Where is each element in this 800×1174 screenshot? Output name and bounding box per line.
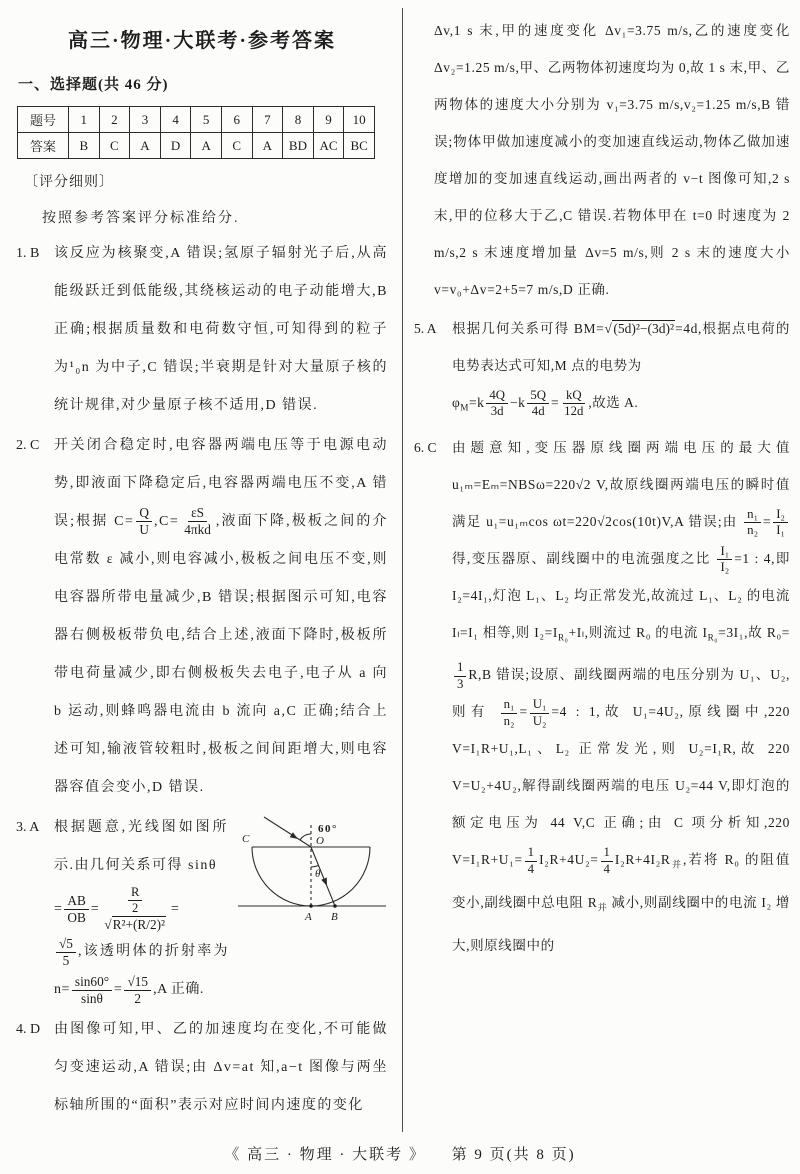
angle-60-label: 60°: [318, 823, 338, 835]
answer-cell: C: [221, 133, 252, 159]
table-row-answers: [18, 133, 375, 159]
qnum-header-cell: 题号: [18, 107, 69, 133]
qnum-cell: 8: [283, 107, 314, 133]
footer-book-title: 《 高三 · 物理 · 大联考 》: [224, 1147, 426, 1163]
explanation-item-5: [414, 310, 790, 427]
rubric-label: 〔评分细则〕: [24, 175, 114, 190]
item-number: 1. B: [16, 246, 40, 261]
item-text: 根据几何关系可得 BM=√(5d)²−(3d)²=4d,根据点电荷的电势表达式可知,M 点的电势为: [452, 321, 790, 373]
explanation-item-4: [16, 1011, 388, 1125]
qnum-cell: 2: [99, 107, 130, 133]
qnum-cell: 6: [221, 107, 252, 133]
item-4-continuation: Δv,1 s 末,甲的速度变化 Δv₁=3.75 m/s,乙的速度变化 Δv₂=1.25 m/s,甲、乙两物体初速度均为 0,故 1 s 末,甲、乙两物体的速度大小分别为 v₁=3.75 m/s,v₂=1.25 m/s,B 错误;物体甲做加速度减小的变加速直线运动,物体乙做加速度增加的变加速直线运动,画出两者的 v−t 图像可知,2 s 末,甲的位移大于乙,C 错误.若物体甲在 t=0 时速度为 2 m/s,2 s 末速度增加量 Δv=5 m/s,则 2 s 末的速度大小 v=v₀+Δv=2+5=7 m/s,D 正确.: [434, 23, 790, 297]
point-b-label: B: [331, 911, 340, 923]
right-column: [414, 0, 790, 1132]
item-number: 3. A: [16, 820, 40, 835]
point-c-label: C: [242, 833, 251, 845]
rubric-note: 按照参考答案评分标准给分.: [42, 211, 240, 226]
item-text: 根据题意,光线图如图所示.由几何关系可得 sinθ: [54, 820, 228, 873]
qnum-cell: 5: [191, 107, 222, 133]
theta-label: θ: [315, 868, 322, 880]
section-heading: 一、选择题(共 46 分): [18, 77, 169, 93]
answer-table: [17, 106, 375, 159]
point-o-label: O: [316, 835, 326, 847]
point-a-label: A: [305, 911, 314, 923]
qnum-cell: 1: [69, 107, 100, 133]
item-number: 4. D: [16, 1022, 41, 1038]
explanation-item-1: [16, 235, 388, 425]
qnum-cell: 4: [160, 107, 191, 133]
sine-ratio-formula: = $\frac{AB}{OB}$ = $\frac{\frac{R}{2}}{\text{√R²+(R/2)²}}$ =: [54, 885, 180, 933]
qnum-cell: 9: [313, 107, 344, 133]
answer-cell: A: [130, 133, 161, 159]
explanation-item-6: [414, 429, 790, 964]
answer-cell: A: [252, 133, 283, 159]
refraction-diagram: [236, 815, 388, 935]
item-number: 5. A: [414, 321, 437, 336]
answer-cell: B: [69, 133, 100, 159]
left-column: [16, 0, 388, 1132]
refractive-index-formula: $\frac{√5}{5}$ ,该透明体的折射率为 n= $\frac{\sin 60^\circ}{\sin\theta}$ = $\frac{√15}{2}$ ,A 正确.: [54, 935, 228, 1006]
item-number: 2. C: [16, 438, 40, 453]
explanation-item-3: [16, 809, 388, 1009]
page-footer: [0, 1139, 800, 1164]
item-text: 该反应为核聚变,A 错误;氢原子辐射光子后,从高能级跃迁到低能级,其绕核运动的电子动能增大,B 正确;根据质量数和电荷数守恒,可知得到的粒子为¹₀n 为中子,C 错误;半衰期是针对大量原子核的统计规律,对少量原子核不适用,D 错误.: [54, 246, 388, 413]
answer-cell: C: [99, 133, 130, 159]
qnum-cell: 3: [130, 107, 161, 133]
answer-cell: BD: [283, 133, 314, 159]
table-row-question-numbers: [18, 107, 375, 133]
qnum-cell: 10: [344, 107, 375, 133]
answer-cell: A: [191, 133, 222, 159]
qnum-cell: 7: [252, 107, 283, 133]
answer-cell: AC: [313, 133, 344, 159]
explanation-item-2: [16, 427, 388, 807]
potential-formula: $\varphi_M=k$ $\frac{4Q}{3d}$ −k $\frac{5Q}{4d}$ = $\frac{kQ}{12d}$ ,故选 A.: [452, 388, 639, 419]
column-divider: [402, 8, 403, 1132]
answer-header-cell: 答案: [18, 133, 69, 159]
footer-page-number: 第 9 页(共 8 页): [451, 1147, 576, 1163]
answer-cell: D: [160, 133, 191, 159]
item-number: 6. C: [414, 439, 437, 455]
item-text: 开关闭合稳定时,电容器两端电压等于电源电动势,即液面下降稳定后,电容器两端电压不变,A 错误;根据 C= $\frac{Q}{U}$ ,C= εS 4πkd ,液面下降,极板之间的介电常数 ε 减小,则电容减小,极板之间电压不变,则电容器所带电量减少,B 错误;根据图示可知,电容器右侧极板带负电,结合上述,液面下降时,极板所带电荷量减少,即右侧极板失去电子,电子从 a 向 b 运动,则蜂鸣器电流由 b 流向 a,C 正确;结合上述可知,输液管较粗时,极板之间间距增大,则电容器容值会变小,D 错误.: [54, 438, 388, 795]
item-text: 由图像可知,甲、乙的加速度均在变化,不可能做匀变速运动,A 错误;由 Δv=at 知,a−t 图像与两坐标轴所围的“面积”表示对应时间内速度的变化: [54, 1022, 388, 1114]
answer-cell: BC: [344, 133, 375, 159]
page-title: 高三·物理·大联考·参考答案: [67, 30, 336, 52]
item-text: 由题意知,变压器原线圈两端电压的最大值 u₁ₘ=Eₘ=NBSω=220√2 V,故原线圈两端电压的瞬时值满足 u₁=u₁ₘcos ωt=220√2cos(10t)V,A 错误;由 $\frac{\text{n₁}}{\text{n₂}}$ = $\frac{\text{I₂}}{\text{I₁}}$ 得,变压器原、副线圈中的电流强度之比 $\frac{\text{I₁}}{\text{I₂}}$ =1 : 4,即 I₂=4I₁,灯泡 L₁、L₂ 均正常发光,故流过 L₁、L₂ 的电流 Iₗ=I₁ 相等,则 $I_2=I_{R_0}+I_l$,则流过 R₀ 的电流 $I_{R_0}=3I_1$,故 R₀= $\frac{1}{3}$ R,B 错误;设原、副线圈两端的电压分别为 U₁、U₂,则有 $\frac{\text{n₁}}{\text{n₂}}$ = $\frac{\text{U₁}}{\text{U₂}}$ =4 : 1,故 U₁=4U₂,原线圈中,220 V=I₁R+U₁,L₁、L₂ 正常发光,则 U₂=I₁R,故 220 V=U₂+4U₂,解得副线圈两端的电压 U₂=44 V,即灯泡的额定电压为 44 V,C 正确;由 C 项分析知,220 V=I₁R+U₁= $\frac{1}{4}$ I₂R+4U₂= $\frac{1}{4}$ $I_2R+4I_2R_并$,若将 R₀ 的阻值变小,副线圈中总电阻 $R_并$ 减小,则副线圈中的电流 I₂ 增大,则原线圈中的: [452, 439, 790, 953]
